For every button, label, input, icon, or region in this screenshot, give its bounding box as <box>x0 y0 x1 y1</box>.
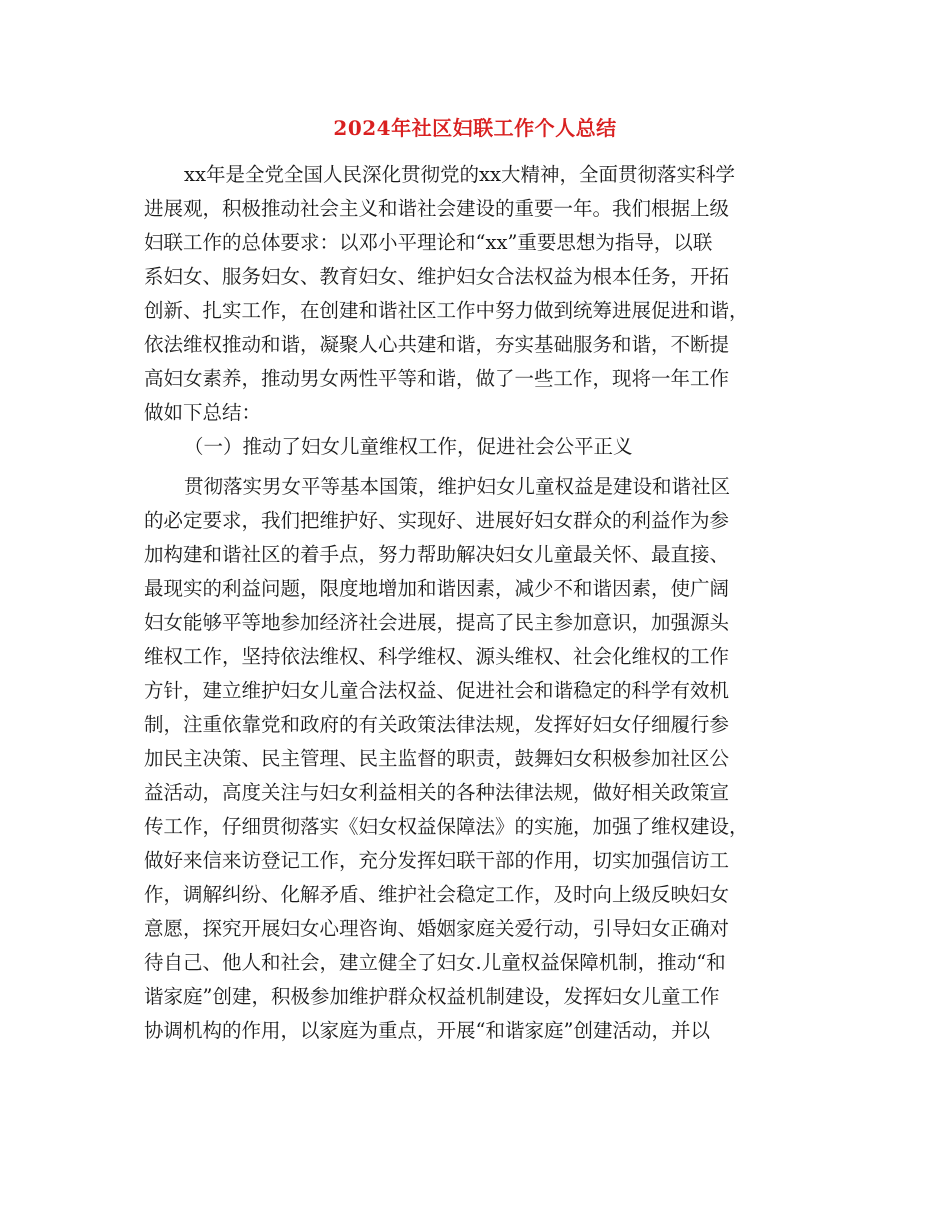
paragraph-line: xx年是全党全国人民深化贯彻党的xx大精神，全面贯彻落实科学 <box>184 163 735 186</box>
paragraph-line: 系妇女、服务妇女、教育妇女、维护妇女合法权益为根本任务，开拓 <box>144 265 730 288</box>
paragraph-line: 方针，建立维护妇女儿童合法权益、促进社会和谐稳定的科学有效机 <box>144 679 730 702</box>
paragraph-line: 妇女能够平等地参加经济社会进展，提高了民主参加意识，加强源头 <box>144 611 730 634</box>
paragraph-line: 协调机构的作用，以家庭为重点，开展“和谐家庭”创建活动，并以 <box>144 1019 710 1042</box>
paragraph-line: 依法维权推动和谐，凝聚人心共建和谐，夯实基础服务和谐，不断提 <box>144 333 730 356</box>
paragraph-line: 意愿，探究开展妇女心理咨询、婚姻家庭关爱行动，引导妇女正确对 <box>144 917 730 940</box>
section-heading: （一）推动了妇女儿童维权工作，促进社会公平正义 <box>184 435 633 458</box>
paragraph-line: 做如下总结： <box>144 401 262 424</box>
paragraph-line: 谐家庭”创建，积极参加维护群众权益机制建设，发挥妇女儿童工作 <box>144 985 720 1008</box>
paragraph-line: 传工作，仔细贯彻落实《妇女权益保障法》的实施，加强了维权建设， <box>144 815 749 838</box>
paragraph-line: 制，注重依靠党和政府的有关政策法律法规，发挥好妇女仔细履行参 <box>144 713 730 736</box>
paragraph-line: 加民主决策、民主管理、民主监督的职责，鼓舞妇女积极参加社区公 <box>144 747 730 770</box>
paragraph-line: 创新、扎实工作，在创建和谐社区工作中努力做到统筹进展促进和谐， <box>144 299 749 322</box>
paragraph-line: 待自己、他人和社会，建立健全了妇女.儿童权益保障机制，推动“和 <box>144 951 726 974</box>
paragraph-line: 妇联工作的总体要求：以邓小平理论和“xx”重要思想为指导，以联 <box>144 231 713 254</box>
paragraph-line: 最现实的利益问题，限度地增加和谐因素，减少不和谐因素，使广阔 <box>144 577 730 600</box>
paragraph-line: 贯彻落实男女平等基本国策，维护妇女儿童权益是建设和谐社区 <box>184 475 731 498</box>
paragraph-line: 的必定要求，我们把维护好、实现好、进展好妇女群众的利益作为参 <box>144 509 730 532</box>
paragraph-line: 维权工作，坚持依法维权、科学维权、源头维权、社会化维权的工作 <box>144 645 730 668</box>
paragraph-line: 高妇女素养，推动男女两性平等和谐，做了一些工作，现将一年工作 <box>144 367 730 390</box>
document-title: 2024年社区妇联工作个人总结 <box>333 116 617 140</box>
paragraph-line: 加构建和谐社区的着手点，努力帮助解决妇女儿童最关怀、最直接、 <box>144 543 730 566</box>
paragraph-line: 做好来信来访登记工作，充分发挥妇联干部的作用，切实加强信访工 <box>144 849 730 872</box>
paragraph-line: 作，调解纠纷、化解矛盾、维护社会稳定工作，及时向上级反映妇女 <box>144 883 730 906</box>
paragraph-line: 进展观，积极推动社会主义和谐社会建设的重要一年。我们根据上级 <box>144 197 730 220</box>
paragraph-line: 益活动，高度关注与妇女利益相关的各种法律法规，做好相关政策宣 <box>144 781 730 804</box>
